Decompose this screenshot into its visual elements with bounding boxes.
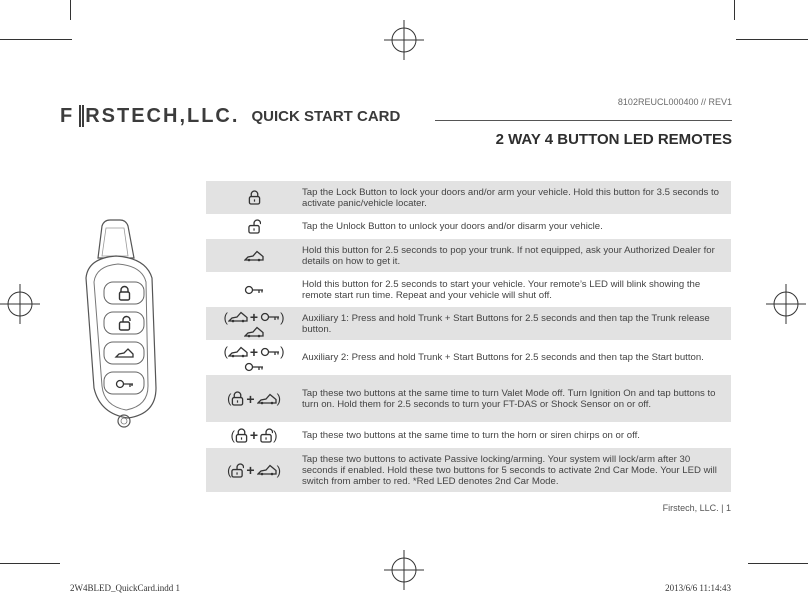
- button-combo: [227, 391, 281, 407]
- row-icons: [206, 217, 302, 236]
- crop-mark-bottom-right-h: [748, 563, 808, 564]
- trunk-icon: [228, 311, 248, 323]
- table-row-valet: [206, 375, 731, 423]
- remote-illustration: [76, 218, 186, 440]
- open-paren: (: [230, 427, 235, 443]
- trunk-icon: [244, 250, 264, 262]
- trunk-icon: [228, 346, 248, 358]
- document-number: 8102REUCL000400 // REV1: [617, 97, 732, 107]
- table-row-passive: [206, 448, 731, 493]
- row-icons: [206, 283, 302, 297]
- plus-sign: +: [249, 343, 259, 360]
- table-row-auxiliary-2: [206, 341, 731, 375]
- lock-icon: [231, 391, 244, 406]
- start-icon: [244, 362, 264, 372]
- crop-mark-top-left-h: [0, 39, 72, 40]
- table-row-auxiliary-1: [206, 307, 731, 341]
- button-function-table: [206, 181, 731, 493]
- header-divider: [435, 120, 732, 121]
- row-description: Tap the Unlock Button to unlock your doors and/or disarm your vehicle.: [302, 221, 603, 232]
- open-paren: (: [227, 462, 232, 478]
- firstech-logo: [60, 105, 239, 128]
- button-combo: [227, 462, 281, 478]
- row-description: Tap these two buttons at the same time to turn the horn or siren chirps on or off.: [302, 429, 640, 441]
- registration-mark-bottom-icon: [384, 550, 424, 590]
- table-row-lock: [206, 181, 731, 215]
- close-paren: ): [273, 427, 278, 443]
- row-icons: [206, 460, 302, 480]
- button-combo: [231, 427, 278, 443]
- table-row-start: [206, 273, 731, 307]
- open-paren: (: [223, 344, 228, 359]
- trunk-icon: [257, 393, 277, 405]
- brand-header: [60, 104, 400, 128]
- registration-mark-left-icon: [0, 284, 40, 324]
- row-icons: [206, 248, 302, 264]
- crop-mark-top-left-v: [70, 0, 71, 20]
- plus-sign: +: [249, 427, 259, 443]
- row-description: Auxiliary 2: Press and hold Trunk + Start Buttons for 2.5 seconds and then tap the Start button.: [302, 352, 704, 363]
- button-combo: [224, 344, 285, 360]
- crop-mark-top-right-v: [734, 0, 735, 20]
- table-row-trunk: [206, 239, 731, 273]
- row-icons: [206, 307, 302, 340]
- unlock-icon: [248, 219, 261, 234]
- table-row-chirps: [206, 423, 731, 448]
- registration-mark-top-icon: [384, 20, 424, 60]
- open-paren: (: [227, 391, 232, 406]
- table-row-unlock: [206, 215, 731, 239]
- page-footer: Firstech, LLC. | 1: [662, 503, 731, 513]
- start-icon: [260, 347, 280, 357]
- row-icons: [206, 389, 302, 409]
- close-paren: ): [276, 462, 281, 478]
- logo-wordmark: RSTECH,LLC.: [85, 104, 240, 127]
- trunk-icon: [244, 326, 264, 338]
- logo-letter-f: F: [60, 104, 75, 127]
- start-icon: [260, 312, 280, 322]
- button-combo: [224, 309, 285, 325]
- unlock-icon: [260, 428, 273, 443]
- unlock-icon: [231, 463, 244, 478]
- logo-bar-mark: [79, 105, 81, 127]
- row-description: Hold this button for 2.5 seconds to start your vehicle. Your remote’s LED will blink showing the remote start run time. Repeat and your vehicle will shut off.: [302, 278, 701, 301]
- row-description: Tap these two buttons to activate Passive locking/arming. Your system will lock/arm after 30 seconds if enabled. Hold these two buttons for 5 seconds to activate 2nd Car Mode. Your LED will switch from amber to red. *Red LED denotes 2nd Car Mode.: [302, 453, 717, 487]
- crop-mark-bottom-left-h: [0, 563, 60, 564]
- row-description: Auxiliary 1: Press and hold Trunk + Start Buttons for 2.5 seconds and then tap the Trunk release button.: [302, 312, 710, 335]
- plus-sign: +: [246, 462, 255, 478]
- plus-sign: +: [249, 309, 259, 325]
- row-icons: [206, 342, 302, 374]
- close-paren: ): [276, 391, 281, 406]
- row-description: Tap the Lock Button to lock your doors and/or arm your vehicle. Hold this button for 3.5 seconds to activate panic/vehicle locater.: [302, 186, 720, 209]
- close-paren: ): [280, 344, 285, 359]
- open-paren: (: [223, 309, 228, 325]
- page-subtitle: 2 WAY 4 BUTTON LED REMOTES: [495, 131, 732, 148]
- row-icons: [206, 188, 302, 207]
- row-description: Tap these two buttons at the same time to turn Valet Mode off. Turn Ignition On and tap buttons to turn on. Hold them for 2.5 seconds to turn your FT-DAS or Shock Sensor on or off.: [302, 387, 716, 410]
- row-description: Hold this button for 2.5 seconds to pop your trunk. If not equipped, ask your Authorized Dealer for details on how to get it.: [302, 244, 715, 267]
- close-paren: ): [280, 309, 285, 325]
- print-slug-file: 2W4BLED_QuickCard.indd 1: [70, 583, 180, 593]
- start-icon: [244, 285, 264, 295]
- row-icons: [206, 425, 302, 445]
- plus-sign: +: [246, 390, 255, 407]
- print-slug-date: 2013/6/6 11:14:43: [665, 583, 731, 593]
- registration-mark-right-icon: [766, 284, 806, 324]
- lock-icon: [248, 190, 261, 205]
- trunk-icon: [257, 464, 277, 476]
- lock-icon: [235, 428, 248, 443]
- crop-mark-top-right-h: [736, 39, 808, 40]
- page-title: QUICK START CARD: [251, 107, 401, 125]
